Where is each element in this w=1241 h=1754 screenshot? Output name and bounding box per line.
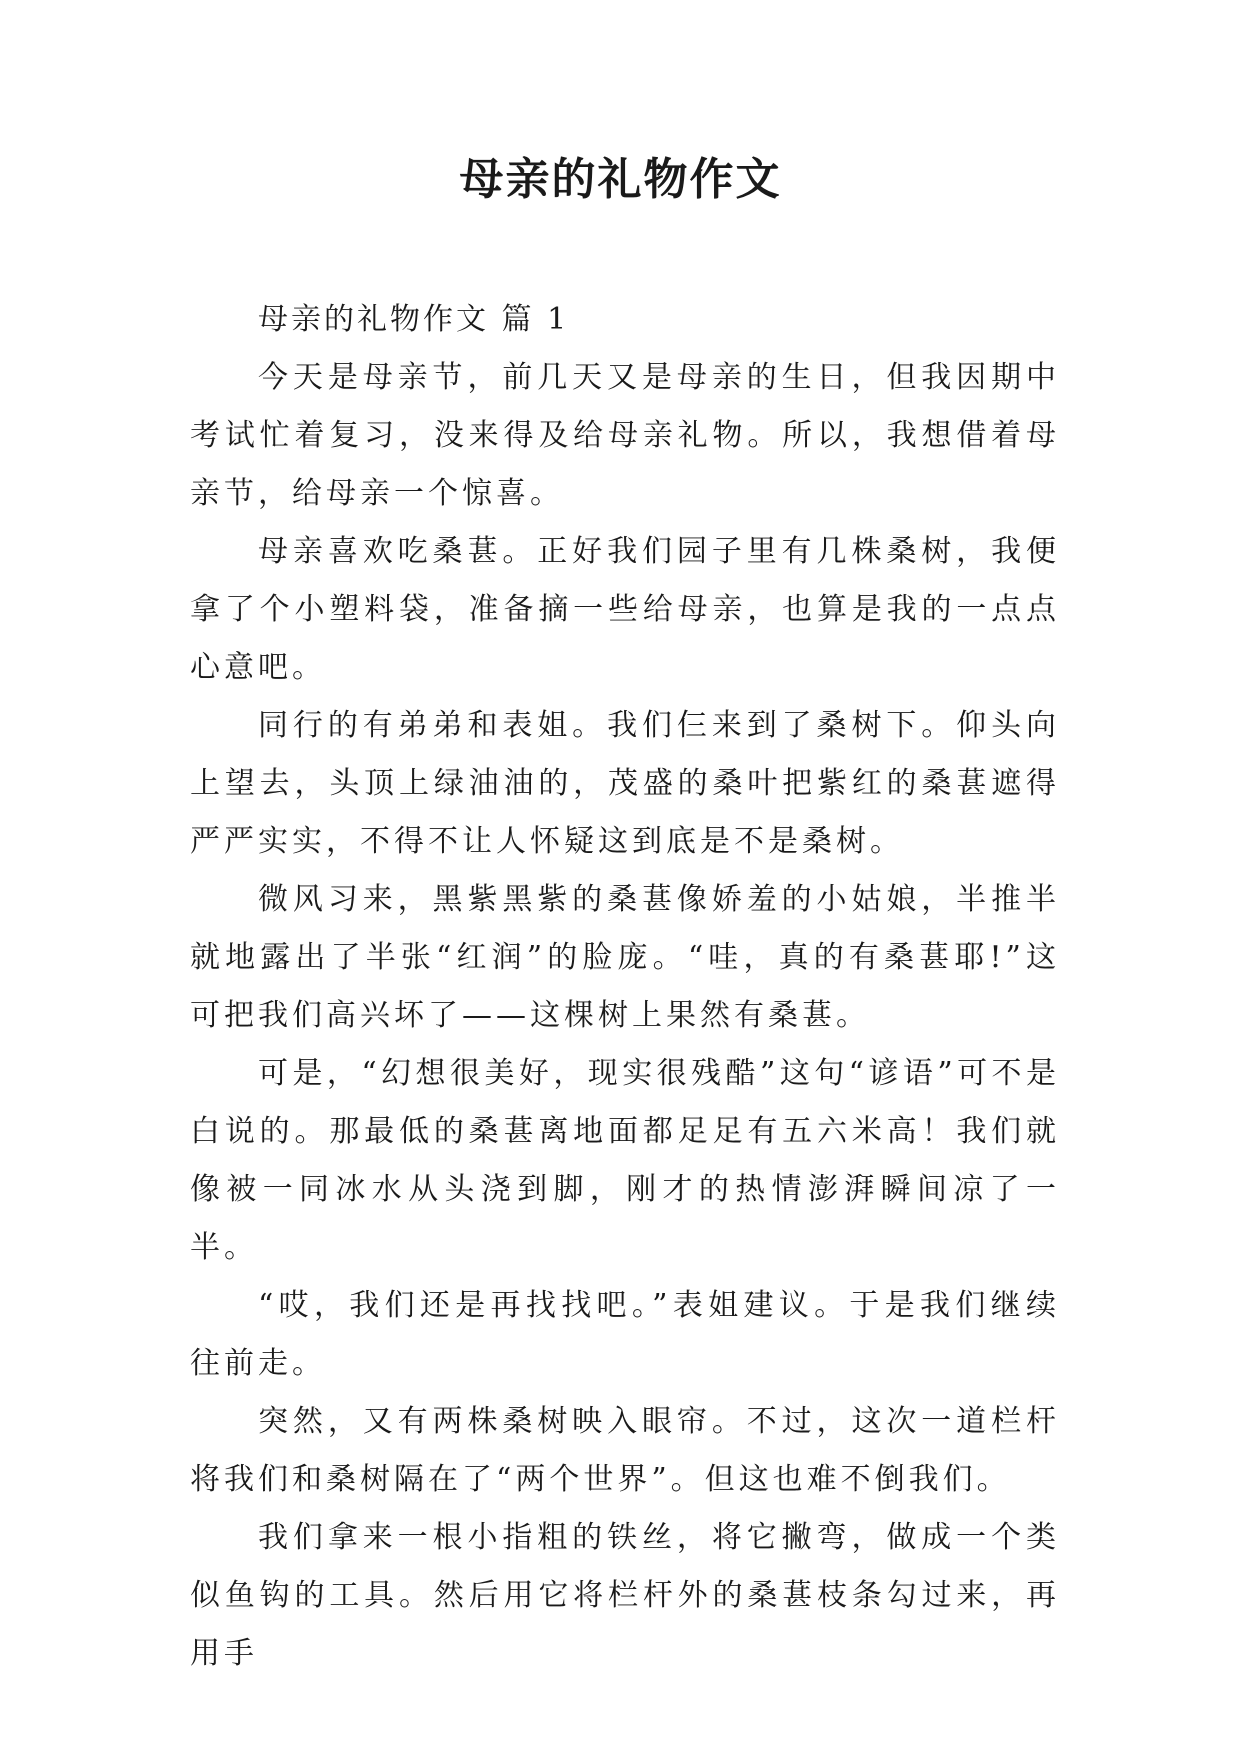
paragraph: 我们拿来一根小指粗的铁丝，将它撇弯，做成一个类似鱼钩的工具。然后用它将栏杆外的桑葚枝条勾过来，再用手 (190, 1520, 1060, 1671)
paragraph: 母亲喜欢吃桑葚。正好我们园子里有几株桑树，我便拿了个小塑料袋，准备摘一些给母亲，也算是我的一点点心意吧。 (190, 534, 1060, 685)
section-heading: 母亲的礼物作文 篇 1 (258, 302, 570, 337)
paragraph: 微风习来，黑紫黑紫的桑葚像娇羞的小姑娘，半推半就地露出了半张“红润”的脸庞。“哇，真的有桑葚耶!”这可把我们高兴坏了——这棵树上果然有桑葚。 (190, 882, 1060, 1033)
document-body (190, 291, 1060, 1683)
paragraph: “哎，我们还是再找找吧。”表姐建议。于是我们继续往前走。 (190, 1288, 1060, 1381)
paragraph: 可是，“幻想很美好，现实很残酷”这句“谚语”可不是白说的。那最低的桑葚离地面都足足有五六米高！我们就像被一同冰水从头浇到脚，刚才的热情澎湃瞬间凉了一半。 (190, 1056, 1060, 1265)
paragraph: 今天是母亲节，前几天又是母亲的生日，但我因期中考试忙着复习，没来得及给母亲礼物。所以，我想借着母亲节，给母亲一个惊喜。 (190, 360, 1060, 511)
document-title: 母亲的礼物作文 (459, 154, 782, 205)
paragraph: 同行的有弟弟和表姐。我们仨来到了桑树下。仰头向上望去，头顶上绿油油的，茂盛的桑叶把紫红的桑葚遮得严严实实，不得不让人怀疑这到底是不是桑树。 (190, 708, 1060, 859)
paragraph: 突然，又有两株桑树映入眼帘。不过，这次一道栏杆将我们和桑树隔在了“两个世界”。但这也难不倒我们。 (190, 1404, 1060, 1497)
